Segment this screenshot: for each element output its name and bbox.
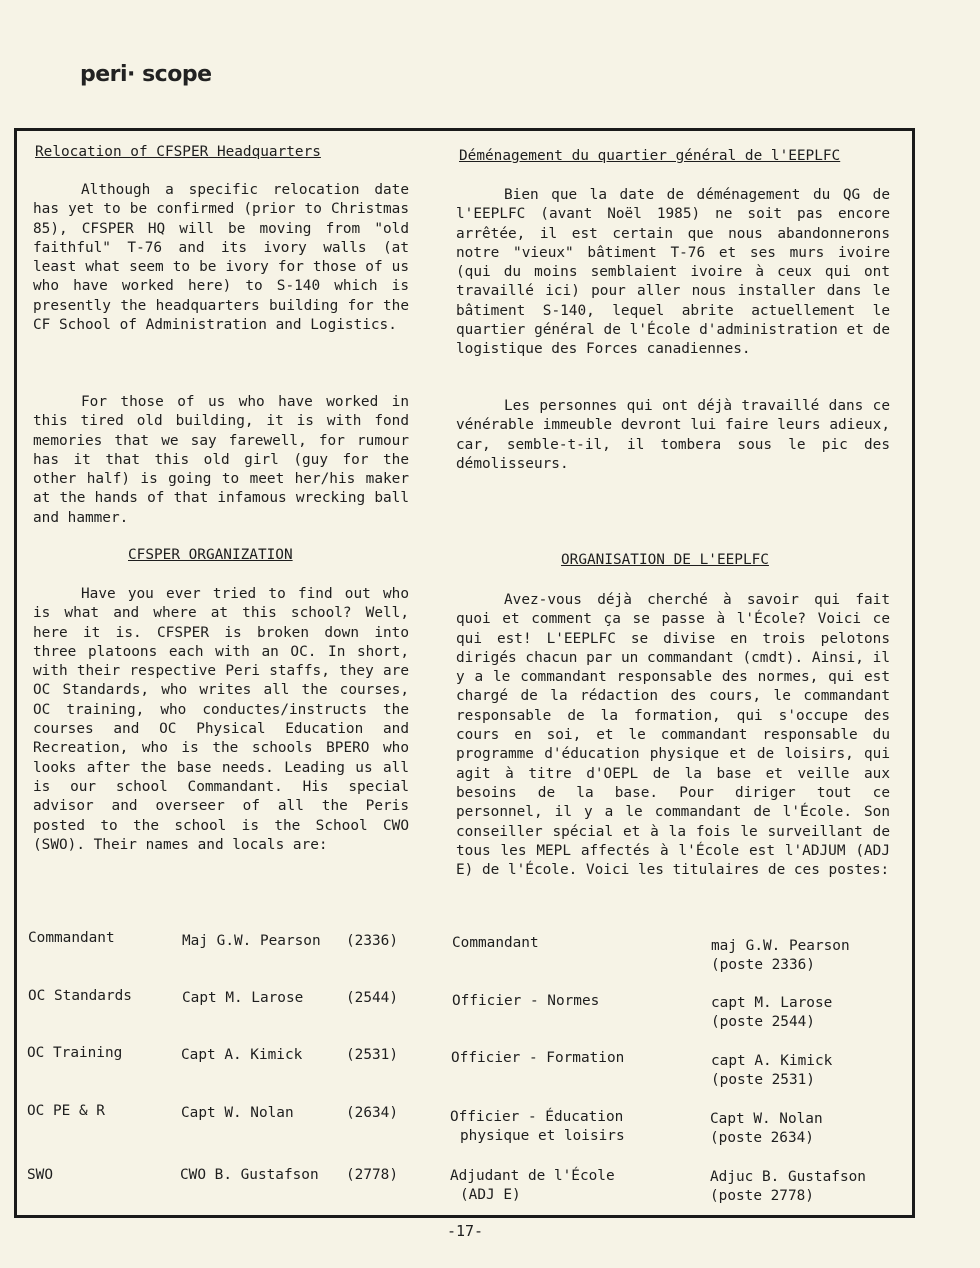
staff-name: CWO B. Gustafson <box>180 1167 319 1183</box>
relocation-heading-fr: Déménagement du quartier général de l'EEPLFC <box>459 148 841 164</box>
paragraph-text: Have you ever tried to find out who is what and where at this school? Well, here it is. CFSPER is broken down into three platoons each with an OC. In short, with their respective Peri staffs, they are OC Standards, who writes all the courses, OC training, who conductes/instructs the courses and OC Physical Education and Recreation, who is the schools BPERO who looks after the base needs. Leading us all is our school Commandant. His special advisor and overseer of all the Peris posted to the school is the School CWO (SWO). Their names and locals are: <box>33 586 409 853</box>
organization-paragraph-en <box>33 585 409 855</box>
staff-role-line-2: physique et loisirs <box>460 1128 625 1144</box>
staff-role: Officier - Éducation <box>450 1109 624 1125</box>
paragraph-text: Avez-vous déjà cherché à savoir qui fait quoi et comment ça se passe à l'École? Voici ce qui est! L'EEPLFC se divise en trois pelotons dirigés chacun par un commandant (cmdt). Ainsi, il y a le commandant responsable des normes, qui est chargé de la rédaction des cours, le commandant responsable de la formation, qui s'occupe des cours en soi, et le commandant responsable du programme d'éducation physique et de loisirs, qui agit à titre d'OEPL de la base et veille aux besoins de la base. Pour diriger tout ce personnel, il y a le commandant de l'École. Son conseiller spécial et à la fois le surveillant de tous les MEPL affectés à l'École est l'ADJUM (ADJ E) de l'École. Voici les titulaires de ces postes: <box>456 592 890 879</box>
staff-name: Maj G.W. Pearson <box>182 933 321 949</box>
staff-poste: (poste 2778) <box>710 1188 814 1204</box>
relocation-paragraph-1-en <box>33 181 409 335</box>
paragraph-text: Les personnes qui ont déjà travaillé dans ce vénérable immeuble devront lui faire leurs adieux, car, semble-t-il, il tombera sous le pic des démolisseurs. <box>456 398 890 472</box>
staff-role: OC Standards <box>28 988 132 1004</box>
staff-role: Commandant <box>452 935 539 951</box>
staff-name: Capt W. Nolan <box>710 1111 823 1127</box>
staff-role: Adjudant de l'École <box>450 1168 615 1184</box>
staff-name: Capt W. Nolan <box>181 1105 294 1121</box>
staff-name: capt A. Kimick <box>711 1053 833 1069</box>
staff-name: Capt A. Kimick <box>181 1047 303 1063</box>
staff-role: Officier - Normes <box>452 993 600 1009</box>
staff-role: Officier - Formation <box>451 1050 625 1066</box>
staff-role: Commandant <box>28 930 115 946</box>
page-number: -17- <box>446 1222 484 1240</box>
staff-local: (2336) <box>346 933 398 949</box>
paragraph-text: Bien que la date de déménagement du QG de l'EEPLFC (avant Noël 1985) ne soit pas encore arrêtée, il est certain que nous abandonnerons notre "vieux" bâtiment T-76 et ses murs ivoire (qui du moins semblaient ivoire à ceux qui ont travaillé ici) pour aller nous installer dans le bâtiment S-140, lequel abrite actuellement le quartier général de l'École d'administration et de logistique des Forces canadiennes. <box>456 187 890 358</box>
relocation-paragraph-2-en <box>33 393 409 528</box>
organization-heading-fr: ORGANISATION DE L'EEPLFC <box>561 552 769 568</box>
organization-paragraph-fr <box>456 591 890 880</box>
staff-local: (2531) <box>346 1047 398 1063</box>
relocation-paragraph-2-fr <box>456 397 890 474</box>
paragraph-text: Although a specific relocation date has yet to be confirmed (prior to Christmas 85), CFSPER HQ will be moving from "old faithful" T-76 and its ivory walls (at least what seem to be ivory for those of us who have worked here) to S-140 which is presently the headquarters building for the CF School of Administration and Logistics. <box>33 182 409 334</box>
staff-role-line-2: (ADJ E) <box>460 1187 521 1203</box>
staff-role: SWO <box>27 1167 53 1183</box>
periscope-logo: peri· scope <box>80 62 212 87</box>
staff-role: OC Training <box>27 1045 123 1061</box>
staff-local: (2778) <box>346 1167 398 1183</box>
paragraph-text: For those of us who have worked in this tired old building, it is with fond memories that we say farewell, for rumour has it that this old girl (guy for the other half) is going to meet her/his maker at the hands of that infamous wrecking ball and hammer. <box>33 394 409 526</box>
staff-local: (2544) <box>346 990 398 1006</box>
staff-poste: (poste 2531) <box>711 1072 815 1088</box>
organization-heading-en: CFSPER ORGANIZATION <box>128 547 293 563</box>
staff-name: Adjuc B. Gustafson <box>710 1169 866 1185</box>
staff-name: Capt M. Larose <box>182 990 304 1006</box>
staff-name: maj G.W. Pearson <box>711 938 850 954</box>
staff-role: OC PE & R <box>27 1103 105 1119</box>
relocation-heading-en: Relocation of CFSPER Headquarters <box>35 144 321 160</box>
staff-local: (2634) <box>346 1105 398 1121</box>
staff-name: capt M. Larose <box>711 995 833 1011</box>
staff-poste: (poste 2634) <box>710 1130 814 1146</box>
staff-poste: (poste 2544) <box>711 1014 815 1030</box>
relocation-paragraph-1-fr <box>456 186 890 360</box>
staff-poste: (poste 2336) <box>711 957 815 973</box>
